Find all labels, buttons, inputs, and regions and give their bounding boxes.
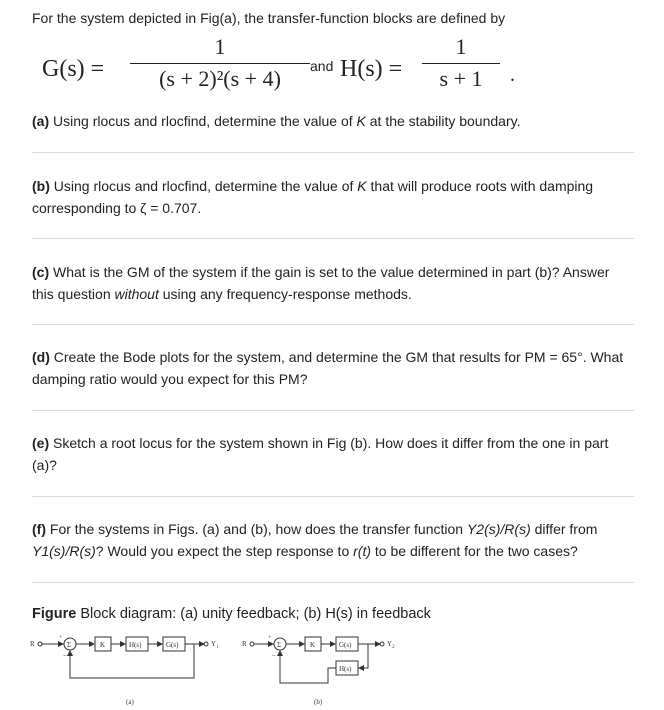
- h-label: H(s) =: [340, 56, 403, 82]
- g-numerator: 1: [214, 34, 226, 59]
- block-diagram-a: [30, 635, 219, 706]
- equation-period: .: [510, 64, 515, 86]
- h-numerator: 1: [455, 34, 467, 59]
- output-node: [204, 642, 208, 646]
- divider: [32, 324, 634, 325]
- diagram-b-label: (b): [314, 698, 323, 706]
- question-a: (a) Using rlocus and rlocfind, determine the value of K at the stability boundary.: [32, 113, 521, 129]
- h-fraction-bar: [422, 63, 500, 64]
- gain-k-label: K: [310, 641, 316, 649]
- block-g-label: G(s): [166, 641, 179, 649]
- input-node: [250, 642, 254, 646]
- and-word: and: [310, 58, 334, 74]
- intro-text: For the system depicted in Fig(a), the transfer-function blocks are defined by: [32, 10, 506, 26]
- g-denominator: (s + 2)²(s + 4): [159, 66, 281, 91]
- g-fraction-bar: [130, 63, 310, 64]
- question-f-label: (f): [32, 521, 46, 537]
- output-y2-label: $Y_2$: [387, 640, 395, 650]
- sigma-symbol: Σ: [277, 641, 282, 649]
- plus-sign: +: [268, 635, 272, 641]
- question-e-label: (e): [32, 435, 50, 451]
- divider: [32, 496, 634, 497]
- block-diagram-b: [242, 635, 395, 706]
- transfer-function-equation: [40, 34, 640, 108]
- diagram-a-label: (a): [126, 698, 134, 706]
- minus-sign: −: [63, 652, 67, 660]
- output-y1-label: $Y_1$: [211, 640, 219, 650]
- question-e: (e) Sketch a root locus for the system shown in Fig (b). How does it differ from the one in part (a)?: [32, 435, 609, 473]
- output-node: [380, 642, 384, 646]
- block-diagrams: [28, 628, 428, 708]
- question-a-label: (a): [32, 113, 50, 129]
- divider: [32, 238, 634, 239]
- question-d: (d) Create the Bode plots for the system, and determine the GM that results for PM = 65°. What damping ratio would you expect for this PM?: [32, 349, 624, 387]
- minus-sign: −: [272, 652, 276, 660]
- h-denominator: s + 1: [439, 66, 483, 91]
- input-r-label: R: [242, 640, 247, 648]
- plus-sign: +: [59, 635, 63, 641]
- question-c: (c) What is the GM of the system if the gain is set to the value determined in part (b)? Answer this question without using any frequency-response methods.: [32, 264, 610, 302]
- question-d-label: (d): [32, 349, 50, 365]
- divider: [32, 582, 634, 583]
- feedback-path: [70, 644, 194, 678]
- divider: [32, 152, 634, 153]
- input-r-label: R: [30, 640, 35, 648]
- g-label: G(s) =: [42, 56, 105, 82]
- sigma-symbol: Σ: [67, 641, 72, 649]
- question-b-label: (b): [32, 178, 50, 194]
- block-h-label: H(s): [339, 665, 352, 673]
- input-node: [38, 642, 42, 646]
- question-b: (b) Using rlocus and rlocfind, determine the value of K that will produce roots with damping corresponding to ζ = 0.707.: [32, 178, 594, 216]
- gain-k-label: K: [100, 641, 106, 649]
- g-fraction: [130, 34, 310, 92]
- feedback-path: [359, 644, 368, 668]
- question-c-label: (c): [32, 264, 50, 280]
- block-h-label: H(s): [129, 641, 142, 649]
- figure-caption: Figure Block diagram: (a) unity feedback; (b) H(s) in feedback: [32, 606, 431, 622]
- h-fraction: [422, 34, 500, 92]
- feedback-path: [280, 651, 336, 683]
- block-g-label: G(s): [339, 641, 352, 649]
- question-f: (f) For the systems in Figs. (a) and (b), how does the transfer function Y2(s)/R(s) differ from Y1(s)/R(s)? Would you expect the step response to r(t) to be different for the two cases?: [32, 521, 598, 559]
- divider: [32, 410, 634, 411]
